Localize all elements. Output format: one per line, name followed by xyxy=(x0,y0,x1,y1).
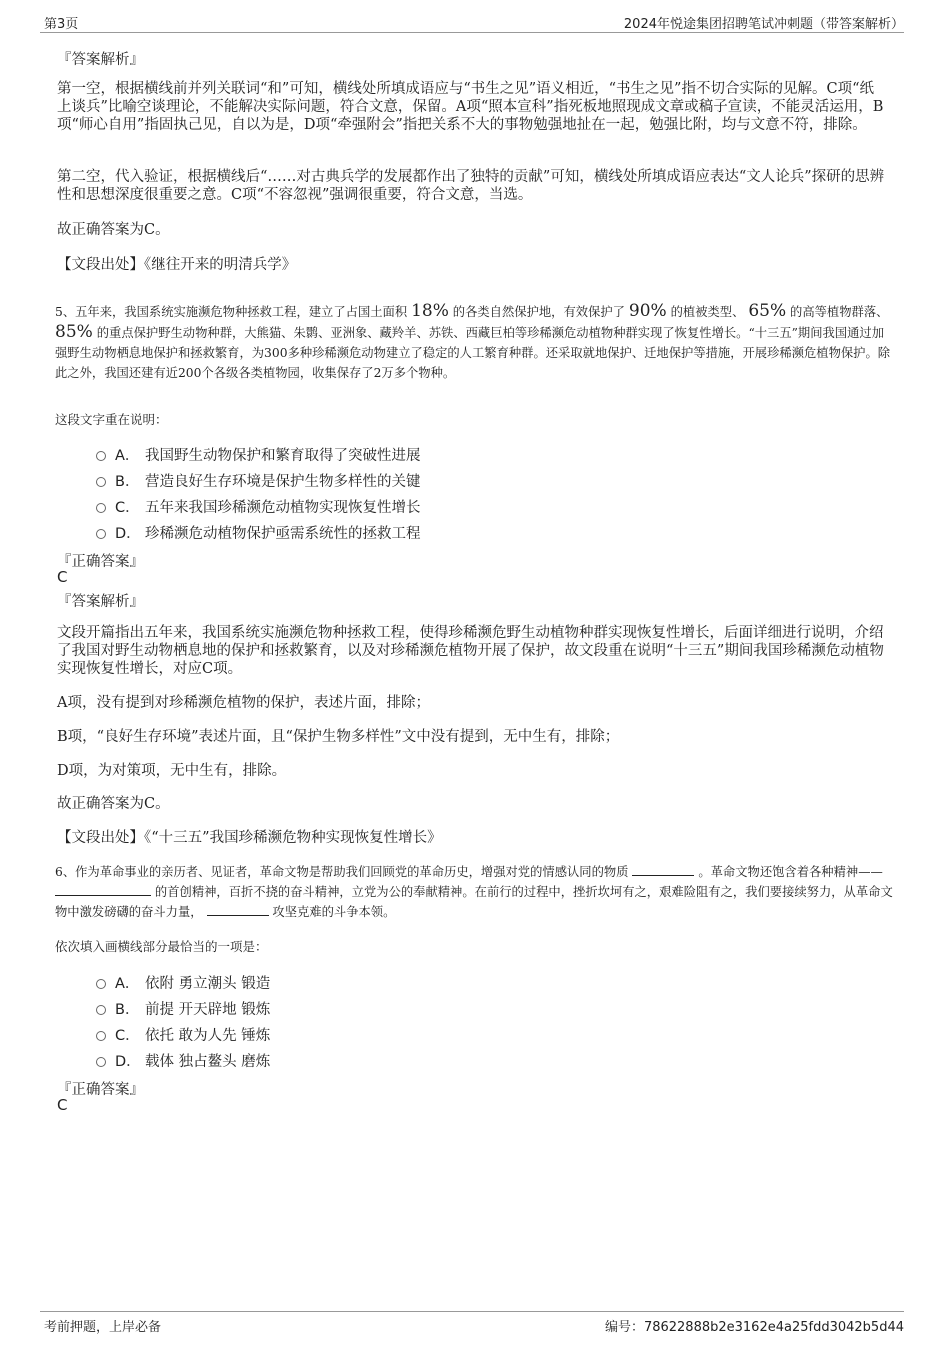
q5-pct-18: 18% xyxy=(411,301,449,321)
option-text: 前提 开天辟地 锻炼 xyxy=(145,1002,271,1018)
q6-option-c[interactable] xyxy=(96,1024,270,1044)
page-header xyxy=(40,12,904,33)
q5-pct-90: 90% xyxy=(628,301,667,321)
option-letter: A． xyxy=(115,448,140,464)
radio-icon[interactable] xyxy=(96,503,106,513)
q6-stem-text-2: 。革命文物还饱含着各种精神—— xyxy=(698,865,883,879)
q6-blank-3 xyxy=(207,903,269,916)
q6-option-a[interactable] xyxy=(96,972,270,992)
option-letter: D． xyxy=(115,526,141,542)
radio-icon[interactable] xyxy=(96,1057,106,1067)
q5-pct-65: 65% xyxy=(748,301,787,321)
option-letter: A． xyxy=(115,976,140,992)
q5-stem-text-4: 的高等植物群落、 xyxy=(790,305,889,319)
option-text: 五年来我国珍稀濒危动植物实现恢复性增长 xyxy=(145,500,421,516)
option-letter: D． xyxy=(115,1054,141,1070)
option-text: 我国野生动物保护和繁育取得了突破性进展 xyxy=(145,448,421,464)
document-code: 编号：78622888b2e3162e4a25fdd3042b5d44 xyxy=(604,1320,904,1335)
q6-option-b[interactable] xyxy=(96,998,270,1018)
q4-analysis-para1: 第一空，根据横线前并列关联词“和”可知，横线处所填成语应与“书生之见”语义相近，“书生之见”指不切合实际的见解。C项“纸上谈兵”比喻空谈理论，不能解决实际问题，符合文意，保留。A项“照本宣科”指死板地照现成文章或稿子宣读，不能灵活运用，B项“师心自用”指固执己见，自以为是，D项“牵强附会”指把关系不大的事物勉强地扯在一起，勉强比附，均与文意不符，排除。 xyxy=(57,81,884,133)
option-letter: C． xyxy=(115,1028,140,1044)
q5-stem-text-5: 的重点保护野生动物种群，大熊猫、朱鹮、亚洲象、藏羚羊、苏铁、西藏巨柏等珍稀濒危动植物种群实现了恢复性增长。“十三五”期间我国通过加强野生动物栖息地保护和拯救繁育，为300多种珍稀濒危动物建立了稳定的人工繁育种群。还采取就地保护、迁地保护等措施，开展珍稀濒危植物保护。除此之外，我国还建有近200个各级各类植物园，收集保存了2万多个物种。 xyxy=(55,326,891,380)
q5-pct-85: 85% xyxy=(55,322,93,342)
q6-stem-text-1: 6、作为革命事业的亲历者、见证者，革命文物是帮助我们回顾党的革命历史，增强对党的情感认同的物质 xyxy=(55,865,629,879)
q5-answer: C xyxy=(57,568,68,586)
option-text: 依托 敢为人先 锤炼 xyxy=(145,1028,271,1044)
q5-analysis-1: 文段开篇指出五年来，我国系统实施濒危物种拯救工程，使得珍稀濒危野生动植物种群实现恢复性增长，后面详细进行说明，介绍了我国对野生动物栖息地的保护和拯救繁育，以及对珍稀濒危植物开展了保护，故文段重在说明“十三五”期间我国珍稀濒危动植物实现恢复性增长，对应C项。 xyxy=(57,625,884,677)
option-text: 载体 独占鳌头 磨炼 xyxy=(145,1054,271,1070)
q5-option-a[interactable] xyxy=(96,444,421,464)
option-letter: C． xyxy=(115,500,140,516)
q6-stem-text-3: 的首创精神，百折不挠的奋斗精神，立党为公的奉献精神。在前行的过程中，挫折坎坷有之，艰难险阻有之，我们要接续努力，从革命文物中激发磅礴的奋斗力量， xyxy=(55,885,893,919)
q5-option-b[interactable] xyxy=(96,470,421,490)
q5-analysis-3: B项，“良好生存环境”表述片面，且“保护生物多样性”文中没有提到，无中生有，排除； xyxy=(57,729,620,745)
q4-source: 【文段出处】《继往开来的明清兵学》 xyxy=(57,257,297,273)
q5-conclusion: 故正确答案为C。 xyxy=(57,796,170,812)
option-letter: B． xyxy=(115,474,140,490)
q6-answer: C xyxy=(57,1096,68,1114)
option-letter: B． xyxy=(115,1002,140,1018)
q5-stem-text-2: 的各类自然保护地，有效保护了 xyxy=(452,305,625,319)
option-text: 依附 勇立潮头 锻造 xyxy=(145,976,271,992)
option-text: 营造良好生存环境是保护生物多样性的关键 xyxy=(145,474,421,490)
q6-blank-2 xyxy=(55,883,151,896)
q5-option-c[interactable] xyxy=(96,496,421,516)
page-number: 第3页 xyxy=(44,17,79,32)
q6-stem-text-4: 攻坚克难的斗争本领。 xyxy=(272,905,396,919)
q6-blank-1 xyxy=(632,863,694,876)
q5-analysis-label: 『答案解析』 xyxy=(57,594,144,610)
footer-slogan: 考前押题，上岸必备 xyxy=(44,1320,162,1335)
q4-conclusion: 故正确答案为C。 xyxy=(57,222,170,238)
option-text: 珍稀濒危动植物保护亟需系统性的拯救工程 xyxy=(145,526,421,542)
q5-analysis-2: A项，没有提到对珍稀濒危植物的保护，表述片面，排除； xyxy=(57,695,430,711)
document-title: 2024年悦途集团招聘笔试冲刺题（带答案解析） xyxy=(623,17,904,32)
radio-icon[interactable] xyxy=(96,477,106,487)
page-footer xyxy=(40,1311,904,1336)
q6-stem xyxy=(55,862,895,922)
q5-stem-text-1: 5、五年来，我国系统实施濒危物种拯救工程，建立了占国土面积 xyxy=(55,305,408,319)
q6-option-d[interactable] xyxy=(96,1050,270,1070)
q6-ask: 依次填入画横线部分最恰当的一项是： xyxy=(55,939,268,954)
q4-analysis-para2: 第二空，代入验证，根据横线后“……对古典兵学的发展都作出了独特的贡献”可知，横线处所填成语应表达“文人论兵”探研的思辨性和思想深度很重要之意。C项“不容忽视”强调很重要，符合文意，当选。 xyxy=(57,169,885,203)
radio-icon[interactable] xyxy=(96,451,106,461)
q4-analysis-label: 『答案解析』 xyxy=(57,52,144,68)
q5-ask: 这段文字重在说明： xyxy=(55,412,168,427)
radio-icon[interactable] xyxy=(96,529,106,539)
radio-icon[interactable] xyxy=(96,1005,106,1015)
q5-answer-label: 『正确答案』 xyxy=(57,554,144,570)
q5-analysis-4: D项，为对策项，无中生有，排除。 xyxy=(57,763,287,779)
q5-stem-text-3: 的植被类型、 xyxy=(670,305,745,319)
q5-stem xyxy=(55,301,895,383)
q5-option-d[interactable] xyxy=(96,522,421,542)
radio-icon[interactable] xyxy=(96,979,106,989)
radio-icon[interactable] xyxy=(96,1031,106,1041)
q6-answer-label: 『正确答案』 xyxy=(57,1082,144,1098)
q5-source: 【文段出处】《“十三五”我国珍稀濒危物种实现恢复性增长》 xyxy=(57,830,442,846)
